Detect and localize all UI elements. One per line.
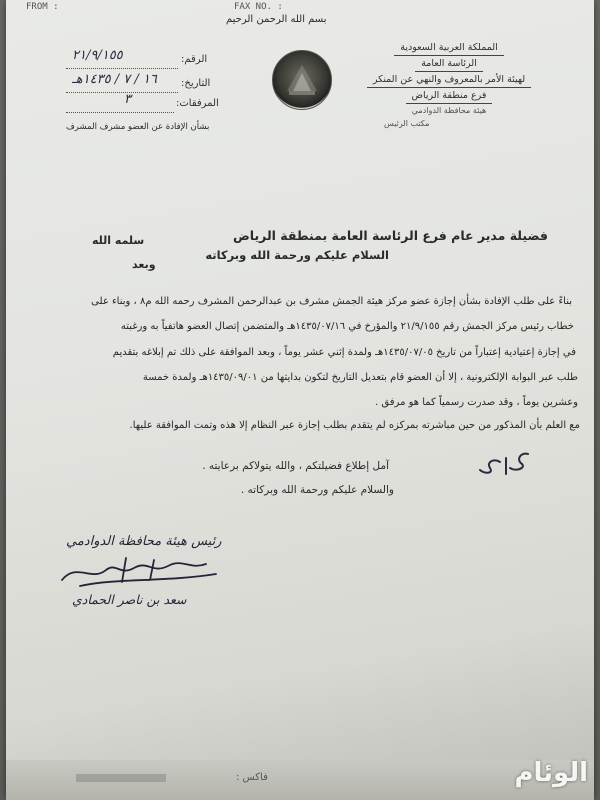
reference-number-value: ٢١/٩/١٥٥	[72, 48, 123, 63]
fax-header-strip	[6, 0, 594, 14]
body-line-4: طلب عبر البوابة الإلكترونية ، إلا أن العضو قام بتعديل التاريخ لتكون بدايتها من ١٤٣٥/٠٩/٠١هـ ولمدة خمسة	[142, 372, 578, 383]
reference-number-label: الرقم:	[181, 54, 208, 65]
reference-date-value: ١٦ / ٧ / ١٤٣٥هـ	[72, 72, 157, 87]
addressee-honorific: سلمه الله	[92, 234, 145, 247]
reference-attachments-line	[66, 112, 174, 113]
alweeam-watermark-logo: الوئام	[514, 758, 588, 788]
fax-footer-strip	[6, 760, 594, 800]
wa-bad-line: وبعد	[132, 258, 156, 271]
authority-name: لهيئة الأمر بالمعروف والنهي عن المنكر	[367, 72, 531, 88]
letterhead-organization	[344, 40, 554, 130]
president-office-name: مكتب الرئيس	[384, 119, 430, 128]
body-line-5: وعشرين يوماً ، وقد صدرت رسمياً كما هو مرفق .	[375, 397, 578, 408]
reference-attachments-value: ٣	[124, 92, 131, 107]
footer-smudge	[76, 774, 166, 782]
fax-from-label: FROM :	[26, 2, 59, 12]
branch-name: فرع منطقة الرياض	[406, 88, 493, 104]
letter-paper	[6, 0, 594, 800]
reference-date-label: التاريخ:	[181, 78, 211, 89]
letter-subject: بشأن الإفادة عن العضو مشرف المشرف	[66, 122, 210, 132]
body-line-2: خطاب رئيس مركز الجمش رقم ٢١/٩/١٥٥ والمؤرخ في ١٤٣٥/٠٧/١٦هـ والمتضمن إتصال العضو هاتفياً به ورغبته	[120, 321, 574, 332]
fax-number-label: FAX NO. :	[234, 2, 283, 12]
reference-date-line	[66, 92, 178, 93]
authority-emblem-logo	[272, 50, 332, 110]
addressee-line: فضيلة مدير عام فرع الرئاسة العامة بمنطقة الرياض	[232, 228, 548, 243]
local-office-name: هيئة محافظة الدوادمي	[411, 106, 487, 115]
reference-attachments-label: المرفقات:	[176, 98, 219, 109]
bismillah: بسم الله الرحمن الرحيم	[226, 14, 327, 25]
handwritten-signature	[56, 552, 226, 592]
signatory-name: سعد بن ناصر الحمادي	[72, 592, 187, 607]
kingdom-name: المملكة العربية السعودية	[394, 40, 503, 56]
reference-number-line	[66, 68, 178, 69]
body-line-6: مع العلم بأن المذكور من حين مباشرته بمركزه لم يتقدم بطلب إجازة عبر النظام إلا هذه وتمت الموافقة عليها.	[129, 420, 580, 431]
footer-fax-label: فاكس :	[236, 772, 268, 783]
handwritten-initials	[476, 448, 536, 478]
closing-hope: آمل إطلاع فضيلتكم ، والله يتولاكم برعايته .	[202, 460, 389, 472]
signatory-title: رئيس هيئة محافظة الدوادمي	[66, 534, 222, 549]
greeting-line: السلام عليكم ورحمة الله وبركاته	[205, 248, 389, 262]
body-line-1: بناءً على طلب الإفادة بشأن إجازة عضو مركز هيئة الجمش مشرف بن عبدالرحمن المشرف رحمه الله م٨ ، وبناء على	[91, 296, 572, 307]
closing-salutation: والسلام عليكم ورحمة الله وبركاته .	[240, 484, 394, 496]
presidency-name: الرئاسة العامة	[415, 56, 483, 72]
body-line-3: في إجازة إعتيادية إعتباراً من تاريخ ١٤٣٥/٠٧/٠٥هـ ولمدة إثني عشر يوماً ، وبعد الموافقة على ذلك تم إبلاغه بتقديم	[112, 347, 576, 358]
